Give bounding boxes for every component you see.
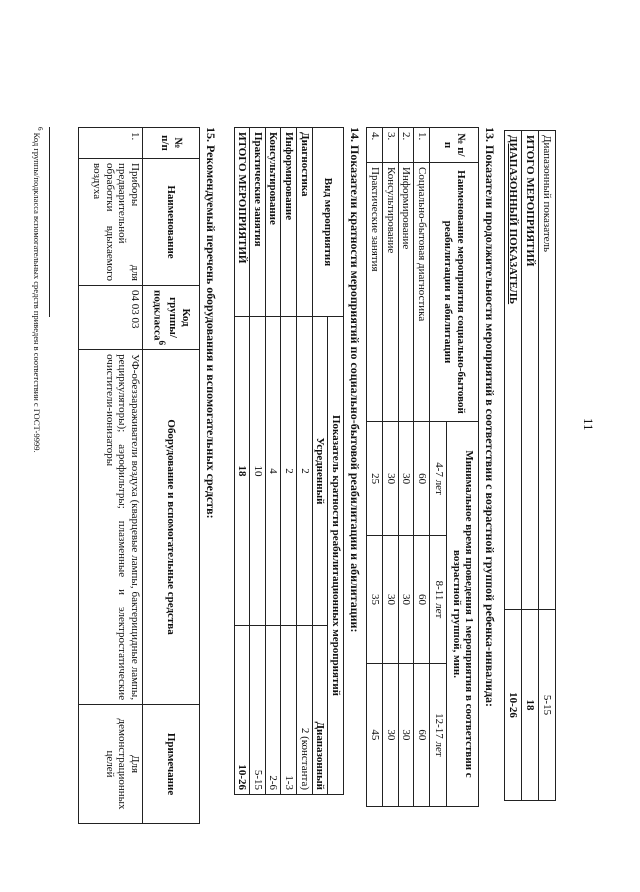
cell-value: 25 — [367, 422, 383, 536]
cell-range: 2-6 — [265, 626, 281, 795]
cell-name: Диагностика — [297, 128, 313, 317]
table-row — [79, 128, 143, 824]
row-value: 10-26 — [505, 610, 522, 801]
table-row — [281, 128, 297, 795]
footnote — [32, 127, 44, 807]
cell-range: 5-15 — [250, 626, 266, 795]
cell-value: 30 — [383, 536, 399, 664]
cell-avg: 10 — [250, 317, 266, 626]
cell-name: Информирование — [398, 163, 414, 422]
table-row — [367, 128, 383, 807]
cell-range: 2 (константа) — [297, 626, 313, 795]
code-header-text: Код группы/подкласса — [150, 290, 192, 341]
table-row — [250, 128, 266, 795]
cell-name: Приборы для предварительной обработки вдыхаемого воздуха — [79, 159, 143, 286]
table-header-row — [143, 128, 200, 824]
cell-value: 30 — [398, 663, 414, 806]
cell-num: 1. — [79, 128, 143, 159]
cell-name: Консультирование — [265, 128, 281, 317]
cell-name: Социально-бытовая диагностика — [414, 163, 430, 422]
cell-avg: 2 — [281, 317, 297, 626]
cell-value: 45 — [367, 663, 383, 806]
footnote-sup: 6 — [36, 127, 44, 131]
cell-num: 2. — [398, 128, 414, 163]
col-avg-header: Усредненный — [312, 317, 328, 626]
cell-value: 60 — [414, 422, 430, 536]
cell-value: 35 — [367, 536, 383, 664]
col-krat-header: Показатель кратности реабилитационных мероприятий — [328, 317, 344, 795]
col-name-header: Наименование мероприятия социально-бытовой реабилитации и абилитации — [430, 163, 479, 422]
cell-range: 1-3 — [281, 626, 297, 795]
cell-name: Практические занятия — [250, 128, 266, 317]
cell-avg: 2 — [297, 317, 313, 626]
row-value: 18 — [522, 610, 539, 801]
footnote-separator — [49, 127, 50, 317]
table-row — [234, 128, 250, 795]
cell-name: Консультирование — [383, 163, 399, 422]
row-label: ДИАПАЗОННЫЙ ПОКАЗАТЕЛЬ — [505, 131, 522, 610]
table-row — [383, 128, 399, 807]
top-summary-table — [504, 130, 556, 801]
col-range-header: Диапазонный — [312, 626, 328, 795]
table-row — [265, 128, 281, 795]
cell-value: 30 — [383, 422, 399, 536]
cell-num: 1. — [414, 128, 430, 163]
row-value: 5-15 — [539, 610, 556, 801]
table-row — [398, 128, 414, 807]
cell-equip: УФ-обеззараживатели воздуха (кварцевые лампы, бактерицидные лампы, рециркуляторы); аэрофильтры; плазменные и электростатические очистители-ионизаторы — [79, 350, 143, 705]
age-header: 8-11 лет — [430, 536, 447, 664]
cell-range: 10-26 — [234, 626, 250, 795]
section15-title: 15. Рекомендуемый перечень оборудования и вспомогательных средств: — [204, 127, 218, 519]
cell-code: 04 03 03 — [79, 286, 143, 350]
duration-table — [366, 127, 479, 807]
equipment-table — [78, 127, 200, 824]
frequency-table — [234, 127, 344, 795]
cell-value: 30 — [398, 422, 414, 536]
table-row — [522, 131, 539, 801]
cell-num: 4. — [367, 128, 383, 163]
footnote-text: Код группы/подкласса вспомогательных средств приведен в соответствии с ГОСТ-9999. — [32, 132, 43, 453]
table-row — [414, 128, 430, 807]
col-kind-header: Вид мероприятия — [312, 128, 343, 317]
table-row — [297, 128, 313, 795]
cell-name: Практические занятия — [367, 163, 383, 422]
table-row — [539, 131, 556, 801]
col-time-header: Минимальное время проведения 1 мероприятия в соответствии с возрастной группой, мин. — [447, 422, 479, 807]
age-header: 12-17 лет — [430, 663, 447, 806]
col-num-header: № п/п — [143, 128, 200, 159]
table-header-row — [447, 128, 479, 807]
cell-avg: 4 — [265, 317, 281, 626]
cell-num: 3. — [383, 128, 399, 163]
cell-note: Для демонстрационных целей — [79, 705, 143, 824]
section13-title: 13. Показатели продолжительности мероприятий в соответствии с возрастной группой ребенка-инвалида: — [483, 127, 497, 708]
col-num-header: № п/п — [430, 128, 479, 163]
col-equip-header: Оборудование и вспомогательные средства — [143, 350, 200, 705]
col-code-header — [143, 286, 200, 350]
page-number: 11 — [581, 418, 596, 431]
age-header: 4-7 лет — [430, 422, 447, 536]
cell-name: Информирование — [281, 128, 297, 317]
cell-value: 60 — [414, 663, 430, 806]
cell-value: 30 — [383, 663, 399, 806]
footnote-mark: 6 — [156, 340, 167, 346]
cell-avg: 18 — [234, 317, 250, 626]
cell-value: 60 — [414, 536, 430, 664]
table-header-row — [328, 128, 344, 795]
col-note-header: Примечание — [143, 705, 200, 824]
row-label: Диапазонный показатель — [539, 131, 556, 610]
col-name-header: Наименование — [143, 159, 200, 286]
table-row — [505, 131, 522, 801]
section14-title: 14. Показатели кратности мероприятий по социально-бытовой реабилитации и абилитации: — [348, 127, 362, 633]
cell-value: 30 — [398, 536, 414, 664]
cell-name: ИТОГО МЕРОПРИЯТИЙ — [234, 128, 250, 317]
row-label: ИТОГО МЕРОПРИЯТИЙ — [522, 131, 539, 610]
